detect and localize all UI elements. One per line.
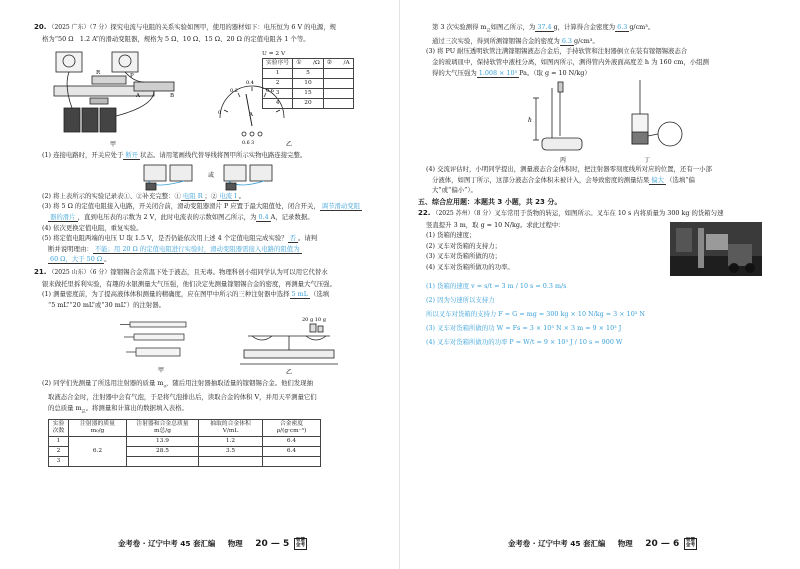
label-A: A — [136, 93, 140, 100]
q22-item-3: (3) 叉车对货箱所做的功； — [426, 252, 501, 261]
q20-part1 — [34, 150, 386, 161]
q20-part5-line2 — [34, 244, 386, 255]
q21-p2-text-a: (2) 同学们先测量了所选用注射器的质量 m — [42, 379, 164, 388]
circuit-apparatus-illustration — [54, 52, 174, 132]
table-header: 抽取的合金体积 V/mL — [199, 419, 263, 436]
q21-p2-text-d: 的总质量 m — [48, 403, 82, 412]
q20-p3-answer-1a: 调节滑动变阻 — [321, 202, 361, 211]
cont-answer-3: 6.3 — [561, 36, 572, 45]
cont-text-2a: 通过三次实验，得到所测镓铟锡合金的密度为 — [432, 36, 560, 45]
q21-cont-line7 — [418, 175, 774, 186]
q20-figure — [34, 46, 386, 150]
table-row — [49, 436, 321, 446]
table-cell: 2 — [263, 79, 293, 89]
q21-cont-line4: 金的玻璃皿中，保持软管中液柱分离，如图丙所示，测得管内外液面高度差 h 为 160 cm，小组测 — [432, 58, 709, 67]
cont-answer-4: 1.008 × 10⁵ — [478, 68, 518, 77]
q22-stem-text-1: 叉车常用于货物的转运，如图所示。叉车在 10 s 内将质量为 300 kg 的货箱匀速 — [494, 209, 724, 218]
q20-stem-text-1: 探究电流与电阻的关系实验如图甲，使用的器材如下：电压恒为 6 V 的电源，规 — [110, 23, 337, 31]
q21-part1-line2: “5 mL”“20 mL”或“30 mL”）的注射器。 — [48, 300, 166, 309]
table-cell: 6.4 — [263, 436, 321, 446]
table-cell — [323, 79, 353, 89]
q20-p5-answer-1: 不能；用 20 Ω 的定值电阻进行实验时，滑动变阻器需接入电路的阻值为 — [94, 244, 300, 253]
footer-logo: 智慧 金考 — [295, 538, 306, 548]
table-cell: 1.2 — [199, 436, 263, 446]
label-P: P — [130, 73, 134, 80]
q20-number: 20. — [34, 23, 47, 31]
q20-source: （2025 广东） — [48, 24, 90, 31]
cont-text-5b: Pa。（取 g = 10 N/kg） — [519, 68, 591, 77]
balance-scale-illustration — [240, 324, 338, 364]
q22-answer-4: (3) 叉车对货箱所做的功 W = Fs = 3 × 10³ N × 3 m = 9 × 10³ J — [426, 323, 622, 332]
cont-text-5a: 得的大气压强为 — [432, 68, 477, 77]
q21-stem-1 — [34, 267, 386, 279]
q21-stem-text-1: 镓铟锡合金常温下处于液态，且无毒。物理科创小组同学认为可以用它代替水 — [110, 267, 328, 276]
q21-cont-line3: (3) 将 PU 耐压透明软管注满镓铟锡液态合金后，手持软管和注射器倒立在装有镓铟锡液态合 — [426, 47, 688, 56]
meter-tick-0: 0 — [218, 110, 222, 117]
table-header: ① /Ω — [293, 59, 324, 69]
q21-part2-line3: 的总质量 $m_总$。将测量和计算出的数据填入表格。 — [48, 403, 188, 414]
meter-tick-1: 0.2 — [230, 88, 238, 95]
table-cell: 10 — [293, 79, 324, 89]
q20-p5-answer-2: 60 Ω，大于 50 Ω — [50, 255, 103, 264]
right-page — [400, 0, 800, 569]
table-cell: 28.5 — [127, 446, 199, 456]
q21-cont-line5 — [418, 68, 774, 79]
q21-figure — [34, 310, 386, 378]
wiring-sketch-option-1 — [144, 165, 192, 190]
q22-answer-block — [418, 279, 774, 349]
q22-answer-1: (1) 货箱的速度 v = s/t = 3 m / 10 s = 0.3 m/s — [426, 281, 567, 290]
q20-p1-answer: 断开 — [125, 151, 139, 160]
q20-p2-answer-2: 电流 I — [219, 191, 237, 200]
table-cell — [263, 456, 321, 466]
q22-item-4: (4) 叉车对货箱所做功的功率。 — [426, 263, 514, 271]
q21-source: （2025 山东） — [48, 268, 90, 276]
cont-answer-1: 37.4 — [537, 23, 552, 31]
table-cell: 3 — [49, 456, 69, 466]
cont-answer-5: 偏大 — [651, 175, 665, 184]
left-footer — [118, 538, 307, 550]
cont-text-1c: g，计算得合金密度为 — [553, 23, 616, 31]
table-cell — [323, 69, 353, 79]
q21-score: （6 分） — [89, 268, 111, 276]
q21-cont-line2 — [418, 36, 774, 47]
q21-p2-text-e: 。将测量和计算出的数据填入表格。 — [85, 403, 188, 412]
q20-p2-text-end: 。 — [238, 191, 246, 200]
q21-figure-bing-ding — [418, 78, 774, 164]
q20-p2-text-a: (2) 将上表所示的实验记录表①、②补充完整：① — [42, 191, 181, 200]
table-header: 合金密度 ρ/(g·cm⁻³) — [263, 419, 321, 436]
table-cell: 13.9 — [127, 436, 199, 446]
table-cell: 20 — [293, 99, 324, 109]
label-yi: 乙 — [286, 141, 293, 149]
q21-p1-text-a: (1) 测量密度前，为了提高液体体积测量的精确度，应在图甲中所示的三种注射器中选择 — [42, 290, 290, 299]
q22-stem-1 — [418, 208, 774, 220]
table-cell — [199, 456, 263, 466]
footer-brand: 金考卷 · 辽宁中考 45 套汇编 — [118, 539, 216, 548]
table-header-row — [49, 419, 321, 436]
q20-part5-line3 — [34, 254, 386, 265]
q20-p2-text-mid: ；② — [204, 191, 218, 200]
table-header-row — [263, 59, 354, 69]
q21-data-table — [48, 419, 321, 467]
table-cell: 1 — [263, 69, 293, 79]
table-cell — [323, 99, 353, 109]
q20-p5-text-a: (5) 将定值电阻两端的电压 U 取 1.5 V，是否仍能依次用上述 4 个定值电阻完成实验？ — [42, 234, 288, 243]
q22-answer-5: (4) 叉车对货箱所做功的功率 P = W/t = 9 × 10³ J / 10 s = 900 W — [426, 337, 623, 346]
q20-p3-answer-1b: 器的滑片 — [50, 212, 76, 221]
table-cell: 2 — [49, 446, 69, 456]
section-5-heading: 五、综合应用题：本题共 3 小题，共 23 分。 — [418, 198, 562, 207]
table-cell: 1 — [49, 436, 69, 446]
footer-page-number: 20 — 5 — [255, 539, 290, 549]
q20-p3-text-a: (3) 将 5 Ω 的定值电阻接入电路，开关闭合前，滑动变阻器滑片 P 应置于最大阻值处，闭合开关， — [42, 202, 320, 211]
label-bing: 丙 — [560, 157, 567, 165]
table-cell — [323, 89, 353, 99]
cont-text-7a: 分液体，如图丁所示，这部分液态合金体积未被计入，会导致密度的测量结果 — [432, 175, 650, 184]
q21-figure-svg — [34, 310, 386, 378]
q22-answer-2: (2) 因为匀速所以支持力 — [426, 295, 495, 304]
q20-p3-answer-2: 0.4 — [258, 212, 269, 221]
q22-answer-3: 所以叉车对货箱的支持力 F = G = mg = 300 kg × 10 N/kg = 3 × 10³ N — [426, 309, 645, 318]
q20-wiring-figure — [34, 161, 386, 191]
q21-number: 21. — [34, 267, 47, 276]
q21-p2-text-b: ，随后用注射器抽取适量的镓铟锡合金。他们发现抽 — [165, 379, 313, 388]
tube-apparatus-illustration — [533, 82, 582, 150]
table-row — [263, 79, 354, 89]
q22-item-1: (1) 货箱的速度； — [426, 231, 476, 240]
q20-part3-line1 — [34, 201, 386, 212]
q20-p1-text-b: 状态。请用笔画线代替导线将图甲所示实物电路连接完整。 — [140, 151, 307, 160]
syringes-illustration — [120, 322, 186, 356]
table-cell: 3.5 — [199, 446, 263, 456]
table-header: 实验 次数 — [49, 419, 69, 436]
wiring-sketch-option-2 — [224, 165, 272, 190]
q20-part4: (4) 依次更换定值电阻，重复实验。 — [42, 223, 143, 232]
label-h: h — [528, 117, 532, 125]
q20-record-table — [262, 58, 354, 109]
table-cell: 5 — [293, 69, 324, 79]
q20-p2-answer-1: 电阻 R — [182, 191, 203, 200]
cont-text-1a: 第 3 次实验测得 m — [432, 23, 487, 31]
q20-stem-1 — [34, 22, 386, 34]
q20-part5-line1 — [34, 233, 386, 244]
cont-text-1b: 如图乙所示，为 — [490, 23, 536, 31]
table-row — [263, 99, 354, 109]
label-ding: 丁 — [644, 157, 651, 165]
syringe-detail-illustration — [632, 80, 682, 146]
q21-part2-line1: (2) 同学们先测量了所选用注射器的质量 $m_0$，随后用注射器抽取适量的镓铟锡合金。他们发现抽 — [42, 379, 313, 389]
table-header: 注射器的质量 m₀/g — [69, 419, 127, 436]
q21-stem-2: 银来做托里拆利实验，有趣的水银测量大气压强，他们决定先测量镓铟锡合金的密度，再测量大气压强。 — [42, 279, 336, 288]
q21-p1-text-b: （选填 — [309, 290, 330, 299]
table-header: 实验序号 — [263, 59, 293, 69]
forklift-photo — [670, 222, 762, 276]
label-yi-21: 乙 — [286, 369, 293, 377]
footer-subject: 物理 — [617, 539, 633, 548]
q21-cont-line6: (4) 交流评估时，小明同学提出，测量液态合金体积时，把注射器零刻度线所对应的位置，还有一小部 — [426, 165, 712, 174]
q20-stem-2: 格为“50 Ω 1.2 A”的滑动变阻器，规格为 5 Ω、10 Ω、15 Ω、20 Ω 的定值电阻各 1 个等。 — [42, 34, 310, 43]
q22-number: 22. — [418, 209, 431, 218]
table-cell: 6.4 — [263, 446, 321, 456]
footer-page-number: 20 — 6 — [645, 539, 680, 549]
meter-tick-2: 0.4 — [246, 80, 254, 87]
q20-p5-text-c: 断并说明理由： — [48, 244, 93, 253]
table-row — [263, 69, 354, 79]
q22-body — [418, 230, 774, 272]
meter-tick-3: 0.6 — [266, 88, 274, 95]
q20-part3-line2 — [34, 212, 386, 223]
label-R: R — [96, 70, 101, 77]
table-row — [263, 89, 354, 99]
label-or: 或 — [208, 171, 215, 179]
q20-p5-answer-0: 否 — [289, 234, 297, 243]
q20-record-table-wrap — [262, 50, 354, 109]
q21-cont-line8: 大”或“偏小”）。 — [432, 186, 477, 195]
cont-text-2b: g/cm³。 — [573, 36, 599, 45]
wiring-figure-svg — [34, 161, 386, 191]
voltage-label: U = 2 V — [262, 51, 286, 58]
table-header: 注射器和合金总质量 m总/g — [127, 419, 199, 436]
q22-source: （2025 苏州） — [432, 210, 474, 218]
weights-label: 20 g 10 g — [302, 317, 326, 324]
meter-unit: A — [249, 112, 253, 119]
q20-p5-text-end: 。 — [104, 255, 111, 264]
table-cell: 3 — [263, 89, 293, 99]
q21-part1-line1 — [34, 289, 386, 300]
table-header: ② /A — [323, 59, 353, 69]
bing-ding-svg — [418, 78, 774, 164]
label-jia: 甲 — [110, 141, 117, 149]
cont-answer-2: 6.3 — [617, 23, 628, 31]
cont-text-7b: （选填“偏 — [666, 175, 695, 184]
footer-logo: 智慧 金考 — [685, 538, 696, 548]
q20-part2 — [34, 191, 386, 202]
right-footer — [508, 538, 697, 550]
q21-part2-line2: 取液态合金时，注射器中会有气泡，于是将气泡排出后，读取合金的体积 V，并用天平测量它们 — [48, 393, 317, 402]
q21-cont-line1: 第 3 次实验测得 $m_总$如图乙所示，为 37.4 g，计算得合金密度为 6.3 g/cm³。 — [432, 23, 655, 33]
q20-score: （7 分） — [89, 24, 111, 31]
q21-p1-answer: 5 mL — [291, 290, 308, 299]
q22-item-2: (2) 叉车对货箱的支持力； — [426, 241, 501, 250]
table-cell — [127, 456, 199, 466]
cont-text-1d: g/cm³。 — [629, 23, 655, 31]
q20-p3-text-b: ，直到电压表的示数为 2 V，此时电流表的示数如图乙所示，为 — [77, 212, 257, 221]
table-cell: 15 — [293, 89, 324, 99]
table-cell: 4 — [263, 99, 293, 109]
label-jia-21: 甲 — [158, 367, 165, 375]
label-B: B — [170, 93, 175, 100]
q22-stem-2: 竖直提升 3 m，取 g = 10 N/kg。求此过程中： — [426, 220, 565, 229]
q20-p1-text-a: (1) 连接电路时，开关应处于 — [42, 151, 124, 160]
q22-score: （8 分） — [473, 210, 495, 218]
meter-range: 0.6 3 — [242, 141, 255, 147]
footer-brand: 金考卷 · 辽宁中考 45 套汇编 — [508, 539, 606, 548]
footer-subject: 物理 — [227, 539, 243, 548]
table-cell-syringe-mass: 6.2 — [69, 436, 127, 466]
q20-p3-text-c: A，记录数据。 — [270, 212, 314, 221]
q20-p5-text-b: 。请判 — [298, 234, 318, 243]
